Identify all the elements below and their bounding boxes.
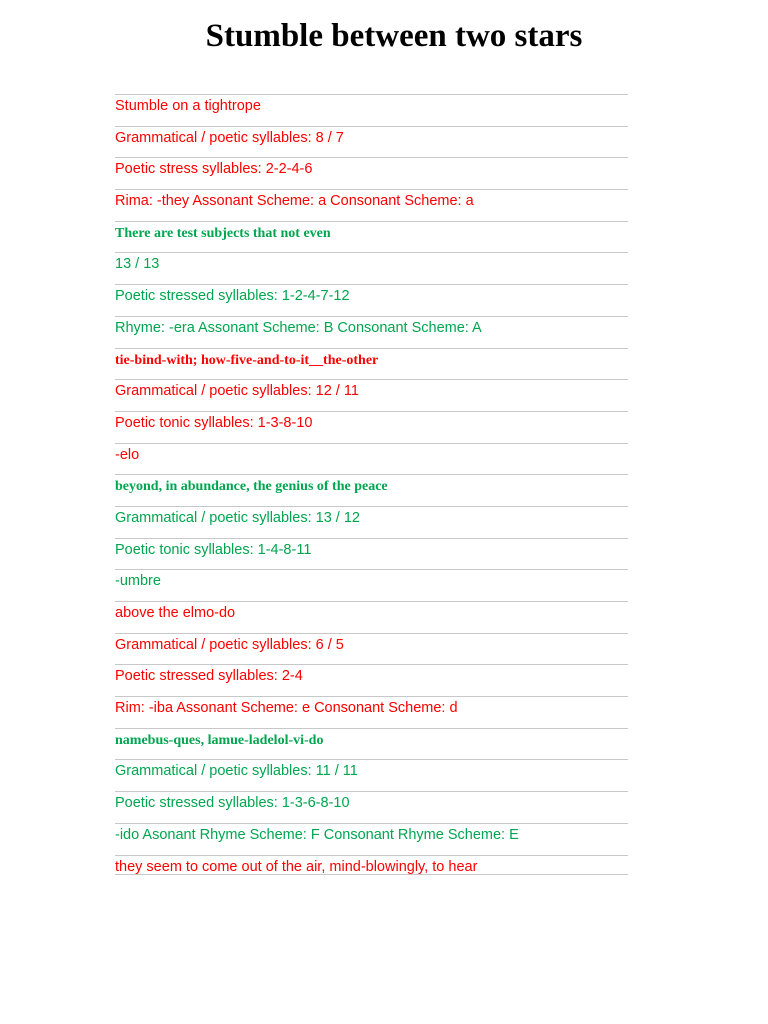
list-item bbox=[115, 285, 628, 317]
line-text: Poetic tonic syllables: 1-4-8-11 bbox=[115, 541, 312, 558]
list-item bbox=[115, 127, 628, 159]
line-text: Stumble on a tightrope bbox=[115, 98, 261, 114]
verse-analysis-list bbox=[115, 94, 628, 875]
verse-line: beyond, in abundance, the genius of the peace bbox=[115, 479, 388, 495]
list-item bbox=[115, 222, 628, 254]
line-text: -ido Asonant Rhyme Scheme: F Consonant Rhyme Scheme: E bbox=[115, 826, 519, 843]
list-item bbox=[115, 158, 628, 190]
list-item bbox=[115, 444, 628, 476]
line-text: they seem to come out of the air, mind-blowingly, to hear bbox=[115, 858, 478, 875]
list-item bbox=[115, 760, 628, 792]
line-text: Grammatical / poetic syllables: 8 / 7 bbox=[115, 129, 344, 146]
line-text: -umbre bbox=[115, 573, 161, 590]
line-text: Poetic tonic syllables: 1-3-8-10 bbox=[115, 414, 313, 431]
page-title: Stumble between two stars bbox=[205, 18, 583, 54]
list-item bbox=[115, 856, 628, 875]
line-text: Grammatical / poetic syllables: 6 / 5 bbox=[115, 636, 344, 653]
line-text: Rim: -iba Assonant Scheme: e Consonant Scheme: d bbox=[115, 700, 458, 717]
line-text: Rhyme: -era Assonant Scheme: B Consonant Scheme: A bbox=[115, 319, 482, 336]
line-text: above the elmo-do bbox=[115, 605, 236, 621]
list-item bbox=[115, 602, 628, 634]
list-item bbox=[115, 665, 628, 697]
list-item bbox=[115, 792, 628, 824]
verse-line: There are test subjects that not even bbox=[115, 225, 331, 241]
list-item bbox=[115, 507, 628, 539]
list-item bbox=[115, 380, 628, 412]
verse-line: namebus-ques, lamue-ladelol-vi-do bbox=[115, 732, 324, 748]
list-item bbox=[115, 317, 628, 349]
list-item bbox=[115, 539, 628, 571]
line-text: Poetic stressed syllables: 1-3-6-8-10 bbox=[115, 795, 350, 812]
list-item bbox=[115, 570, 628, 602]
line-text: Poetic stressed syllables: 1-2-4-7-12 bbox=[115, 288, 350, 305]
list-item bbox=[115, 475, 628, 507]
list-item bbox=[115, 190, 628, 222]
list-item bbox=[115, 634, 628, 666]
list-item bbox=[115, 253, 628, 285]
line-text: Grammatical / poetic syllables: 12 / 11 bbox=[115, 383, 359, 400]
line-text: Rima: -they Assonant Scheme: a Consonant Scheme: a bbox=[115, 193, 474, 210]
verse-line: tie-bind-with; how-five-and-to-it__the-other bbox=[115, 352, 379, 368]
list-item bbox=[115, 824, 628, 856]
line-text: Grammatical / poetic syllables: 11 / 11 bbox=[115, 763, 358, 780]
list-item bbox=[115, 412, 628, 444]
line-text: -elo bbox=[115, 446, 140, 463]
line-text: Poetic stress syllables: 2-2-4-6 bbox=[115, 161, 313, 178]
list-item bbox=[115, 729, 628, 761]
line-text: Grammatical / poetic syllables: 13 / 12 bbox=[115, 509, 360, 526]
list-item bbox=[115, 349, 628, 381]
list-item bbox=[115, 95, 628, 127]
line-text: 13 / 13 bbox=[115, 256, 160, 273]
list-item bbox=[115, 697, 628, 729]
line-text: Poetic stressed syllables: 2-4 bbox=[115, 668, 303, 685]
